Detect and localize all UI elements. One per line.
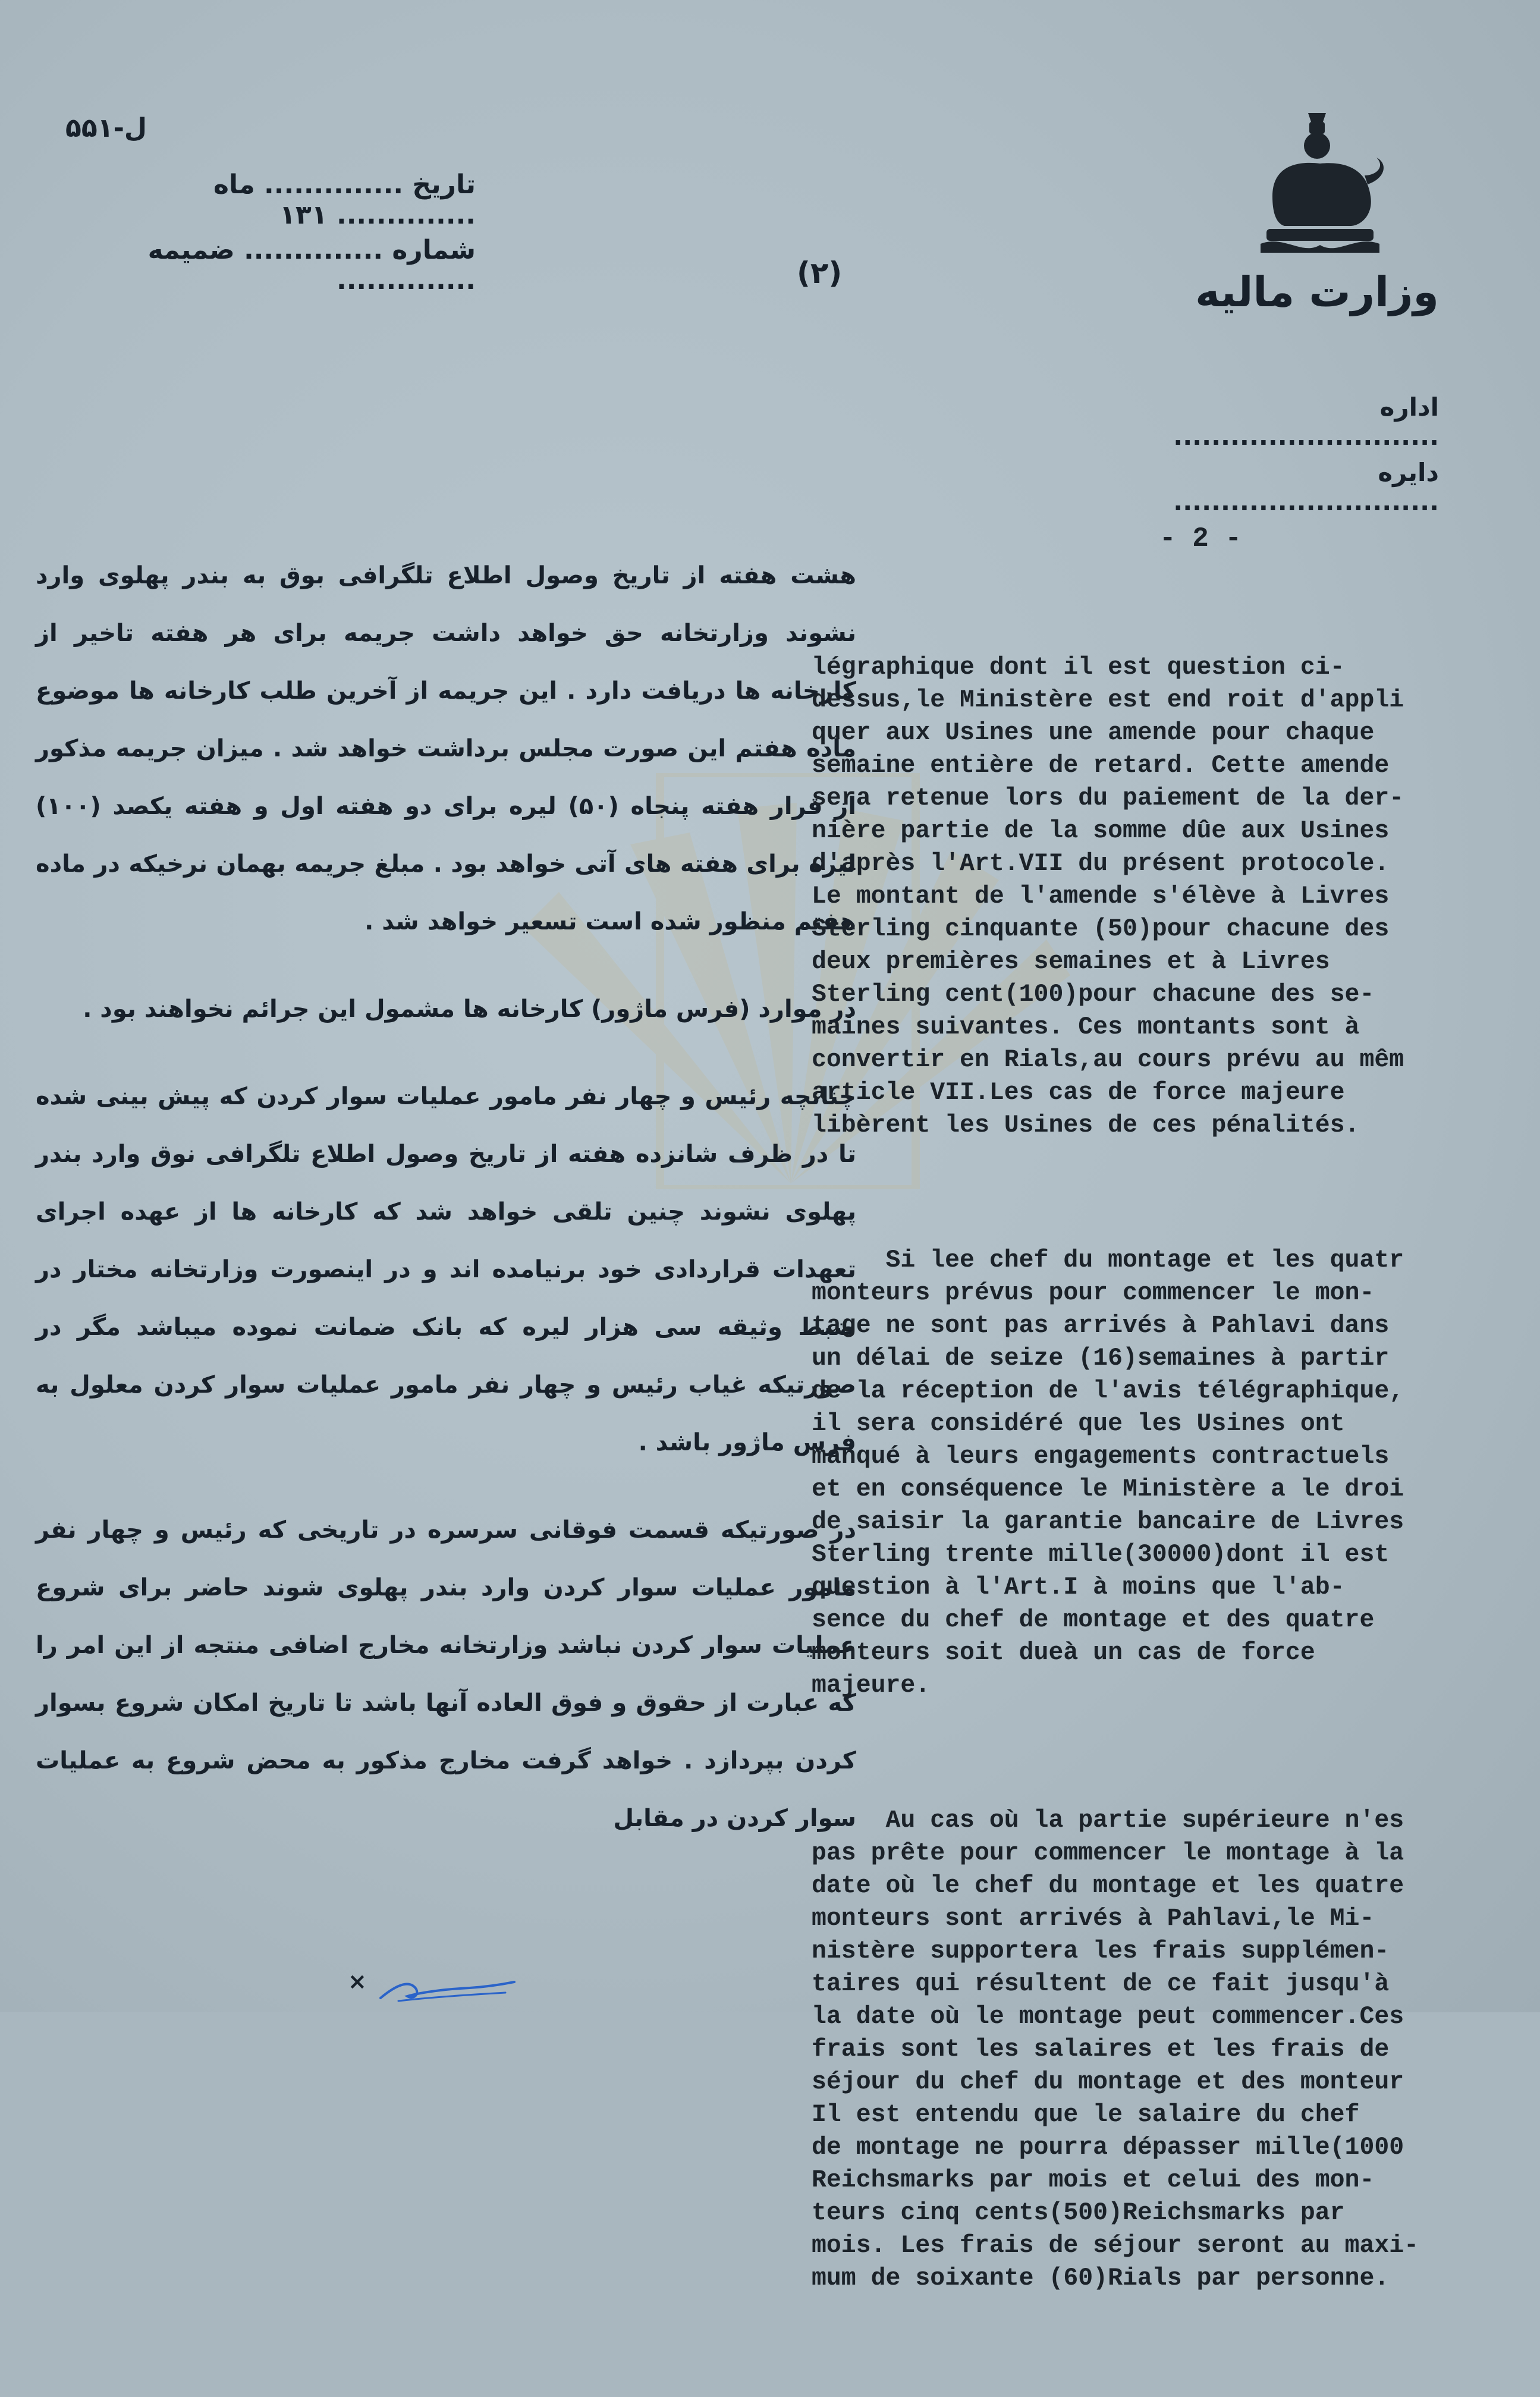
date-label: تاریخ [412, 169, 476, 200]
number-line: شماره .............. ضمیمه .............. [147, 235, 476, 296]
date-line: تاریخ .............. ماه .............. ۱۳۱ [213, 169, 476, 230]
persian-paragraph: چنانچه رئیس و چهار نفر مامور عملیات سوار کردن که پیش بینی شده تا در ظرف شانزده هفته از تاریخ وصول اطلاع تلگرافی نوق وارد بندر پهلوی نشوند چنین تلقی خواهد شد که کارخانه ها از عهده اجرای تعهدات قراردادی خود برنیامده اند و در اینصورت وزارتخانه مختار در ضبط وثیقه سی هزار لیره که بانک ضمانت نموده میباشد مگر در صورتیکه غیاب رئیس و چهار نفر مامور عملیات سوار کردن معلول به فرس ماژور باشد . [36, 1083, 856, 1456]
footer-mark: × [348, 1968, 367, 1994]
persian-paragraph: در صورتیکه قسمت فوقانی سرسره در تاریخی که رئیس و چهار نفر مامور عملیات سوار کردن وارد بندر پهلوی شوند حاضر برای شروع عملیات سوار کردن نباشد وزارتخانه مخارج اضافی منتجه از این امر را که عبارت از حقوق و فوق العاده آنها باشد تا تاریخ امکان شروع بسوار کردن بپردازد . خواهد گرفت مخارج مذکور به محض شروع به عملیات سوار کردن در مقابل [36, 1516, 856, 1832]
persian-paragraph: هشت هفته از تاریخ وصول اطلاع تلگرافی بوق به بندر پهلوی وارد نشوند وزارتخانه حق خواهد داشت جریمه برای هر هفته تاخیر از کارخانه ها دریافت دارد . این جریمه از آخرین طلب کارخانه ها موضوع ماده هفتم این صورت مجلس برداشت خواهد شد . میزان جریمه مذکور از قرار هفته پنجاه (۵۰) لیره برای دو هفته اول و هفته یکصد (۱۰۰) لیره برای هفته های آتی خواهد بود . مبلغ جریمه بهمان نرخیکه در ماده هفتم منظور شده است تسعیر خواهد شد . [36, 562, 857, 935]
reference-number: ل-۵۵۱ [65, 113, 147, 143]
persian-paragraph: در موارد (فرس ماژور) کارخانه ها مشمول این جرائم نخواهند بود . [83, 995, 856, 1023]
handwritten-signature-icon [375, 1971, 517, 2007]
year: ۱۳۱ [279, 200, 328, 230]
persian-page-number: (۲) [797, 256, 843, 290]
french-paragraph: légraphique dont il est question ci- dessus,le Ministère est end roit d'appli quer aux Usines une amende pour chaque semaine entière de retard. Cette amende sera retenue lors du paiement de la der- nière partie de la somme dûe aux Usines d'après l'Art.VII du présent protocole. Le montant de l'amende s'élève à Livres Sterling cinquante (50)pour chacune des deux premières semaines et à Livres Sterling cent(100)pour chacune des se- maines suivantes. Ces montants sont à convertir en Rials,au cours prévu au mêm article VII.Les cas de force majeure libèrent les Usines de ces pénalités. [812, 654, 1404, 1139]
division-line: دایره ............................ [1173, 458, 1439, 516]
french-paragraph: Si lee chef du montage et les quatr monteurs prévus pour commencer le mon- tage ne sont pas arrivés à Pahlavi dans un délai de seize (16)semaines à partir de la réception de l'avis télégraphique, il sera considéré que les Usines ont manqué à leurs engagements contractuels et en conséquence le Ministère a le droi de saisir la garantie bancaire de Livres Sterling trente mille(30000)dont il est question à l'Art.I à moins que l'ab- sence du chef de montage et des quatre monteurs soit dueà un cas de force majeure. [812, 1246, 1404, 1699]
division-label: دایره [1378, 458, 1439, 487]
department-line: اداره ............................ [1173, 392, 1439, 451]
lion-and-sun-crown-emblem-icon [1249, 107, 1391, 262]
month-label: ماه [213, 169, 255, 200]
department-label: اداره [1379, 392, 1439, 422]
french-page-number: - 2 - [1159, 523, 1242, 554]
french-paragraph: Au cas où la partie supérieure n'es pas prête pour commencer le montage à la date où le chef du montage et les quatre monteurs sont arrivés à Pahlavi,le Mi- nistère supportera les frais supplémen- taires qui résultent de ce fait jusqu'à la date où le montage peut commencer.Ces frais sont les salaires et les frais de séjour du chef du montage et des monteur Il est entendu que le salaire du chef de montage ne pourra dépasser mille(1000 Reichsmarks par mois et celui des mon- teurs cinq cents(500)Reichsmarks par mois. Les frais de séjour seront au maxi- mum de soixante (60)Rials par personne. [812, 1807, 1419, 2292]
persian-text-column [36, 547, 856, 1877]
ministry-name: وزارت مالیه [1195, 268, 1439, 316]
french-text-column [812, 586, 1540, 2397]
attachment-label: ضمیمه [147, 235, 235, 265]
number-label: شماره [392, 235, 476, 265]
